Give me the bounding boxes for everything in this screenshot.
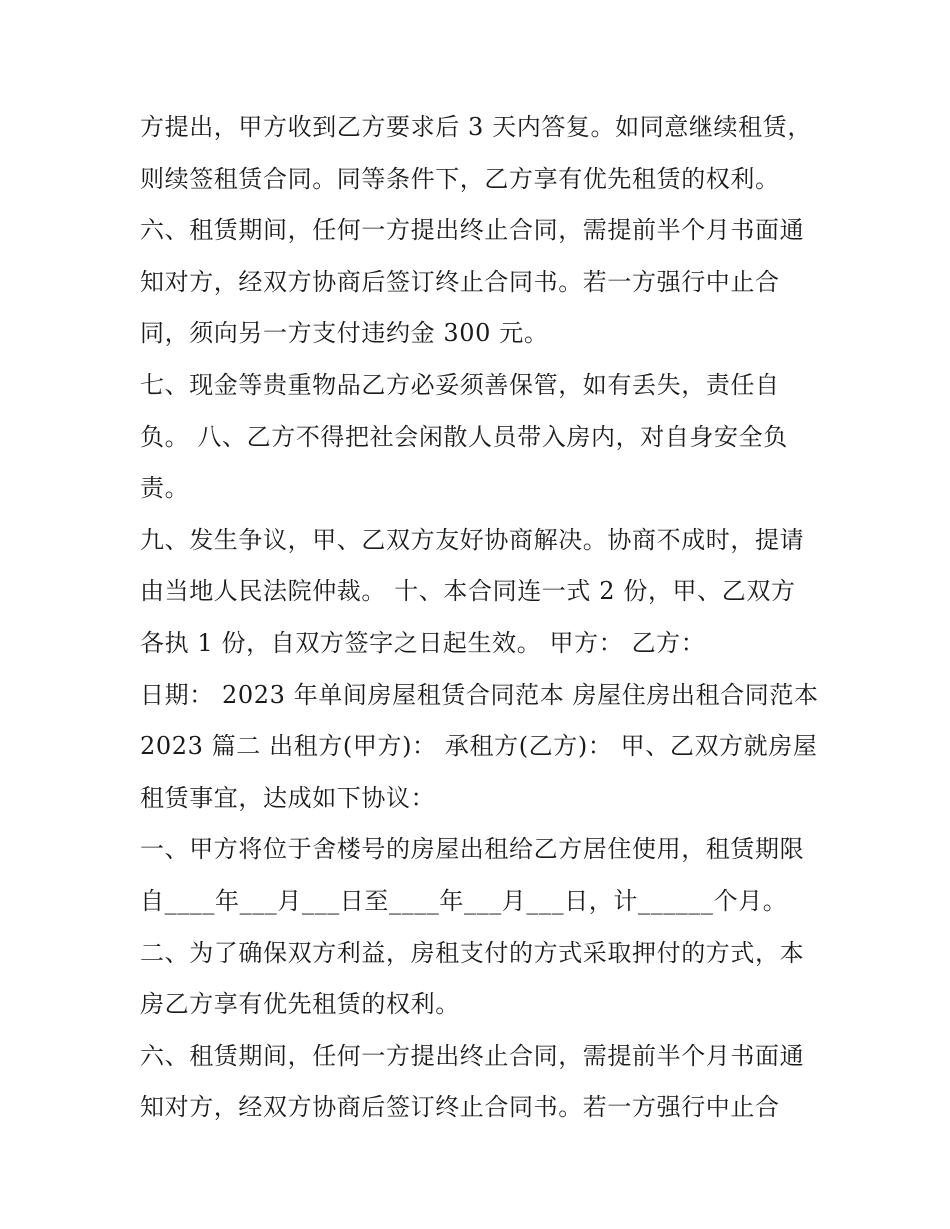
text-line: 负。 八、乙方不得把社会闲散人员带入房内，对自身安全负	[140, 422, 788, 451]
text-line: 六、租赁期间，任何一方提出终止合同，需提前半个月书面通	[140, 216, 805, 245]
text-line: 九、发生争议，甲、乙双方友好协商解决。协商不成时，提请	[140, 525, 805, 554]
text-line: 日期： 2023 年单间房屋租赁合同范本 房屋住房出租合同范本	[140, 680, 819, 709]
text-line: 知对方，经双方协商后签订终止合同书。若一方强行中止合	[140, 267, 780, 296]
document-body	[140, 102, 830, 1134]
text-line: 责。	[140, 474, 190, 503]
text-line: 七、现金等贵重物品乙方必妥须善保管，如有丢失，责任自	[140, 370, 780, 399]
text-line: 一、甲方将位于舍楼号的房屋出租给乙方居住使用，租赁期限	[140, 835, 805, 864]
text-line: 租赁事宜，达成如下协议：	[140, 783, 436, 812]
text-line: 方提出，甲方收到乙方要求后 3 天内答复。如同意继续租赁，	[140, 113, 812, 141]
text-line: 同，须向另一方支付违约金 300 元。	[140, 319, 549, 348]
text-line: 各执 1 份，自双方签字之日起生效。 甲方： 乙方：	[140, 628, 706, 657]
text-line: 由当地人民法院仲裁。 十、本合同连一式 2 份，甲、乙双方	[140, 577, 796, 606]
text-line: 自____年___月___日至____年___月___日，计______个月。	[140, 886, 788, 915]
text-line: 2023 篇二 出租方(甲方)： 承租方(乙方)： 甲、乙双方就房屋	[140, 732, 818, 761]
text-line: 房乙方享有优先租赁的权利。	[140, 990, 460, 1019]
text-line: 六、租赁期间，任何一方提出终止合同，需提前半个月书面通	[140, 1041, 805, 1070]
text-line: 二、为了确保双方利益，房租支付的方式采取押付的方式，本	[140, 938, 805, 967]
text-line: 则续签租赁合同。同等条件下，乙方享有优先租赁的权利。	[140, 164, 780, 193]
text-line: 知对方，经双方协商后签订终止合同书。若一方强行中止合	[140, 1093, 780, 1122]
